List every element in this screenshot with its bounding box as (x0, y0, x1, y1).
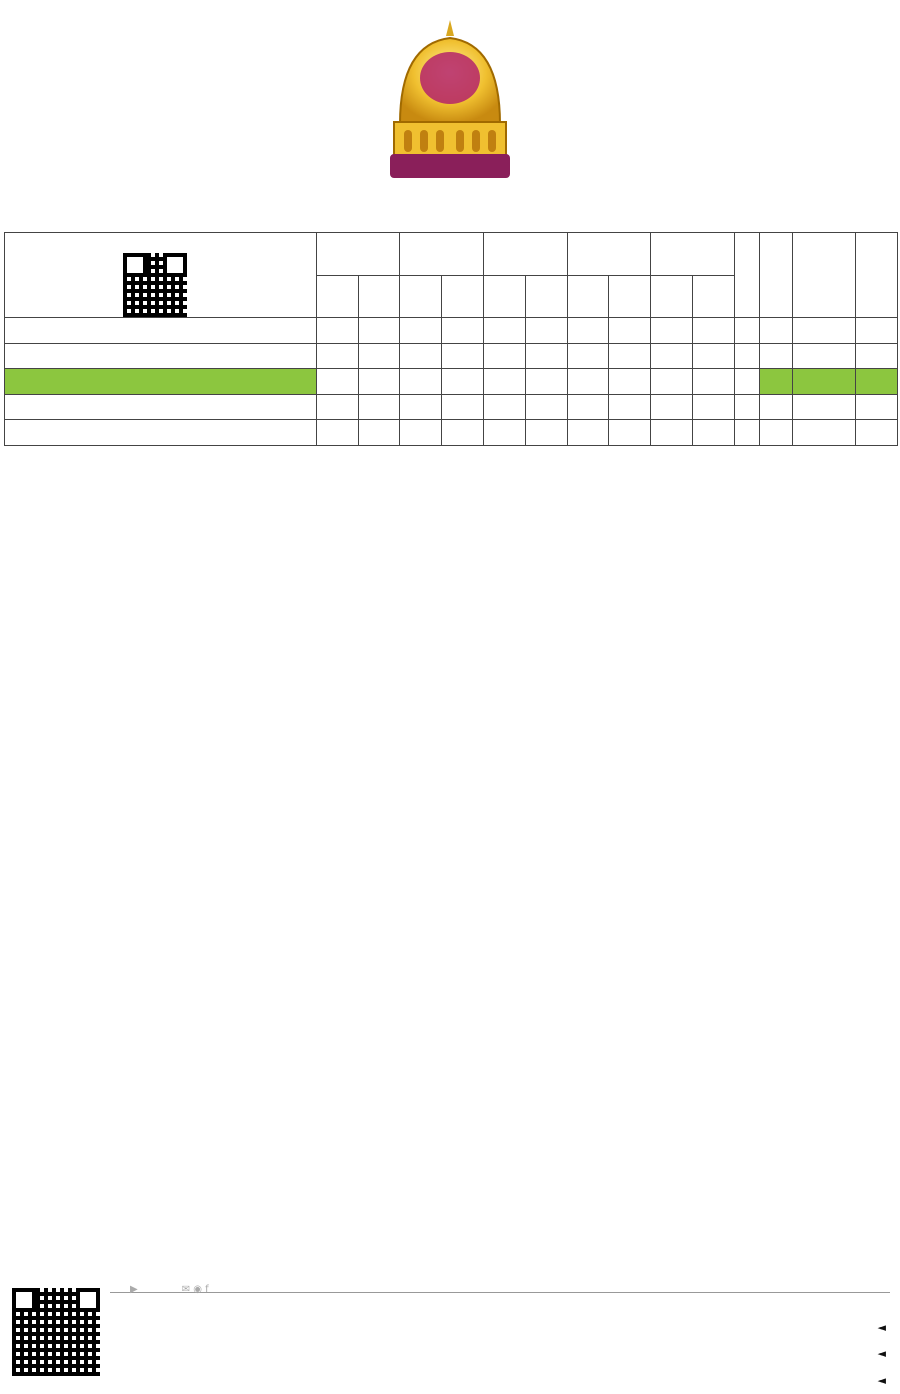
sunrise-hour (567, 420, 609, 446)
event-text (5, 343, 317, 369)
header-marriage (734, 233, 759, 318)
hijri-day (760, 343, 793, 369)
sunrise-minute (609, 369, 651, 395)
dhuhr-hour (484, 394, 526, 420)
header-month (856, 233, 898, 318)
hijri-day (760, 318, 793, 344)
sunrise-hour (567, 369, 609, 395)
sunrise-minute (609, 318, 651, 344)
sunset-minute (442, 343, 484, 369)
header-events (5, 233, 317, 318)
header-fajr (651, 233, 735, 276)
sunrise-minute (609, 343, 651, 369)
header-hour (316, 275, 358, 318)
isha-minute (358, 369, 400, 395)
dhuhr-minute (525, 318, 567, 344)
event-text (5, 369, 317, 395)
isha-minute (358, 420, 400, 446)
youtube-link[interactable] (130, 1282, 142, 1295)
isha-minute (358, 343, 400, 369)
table-row (5, 369, 898, 395)
header-minute (358, 275, 400, 318)
marriage-mark (734, 369, 759, 395)
isha-minute (358, 394, 400, 420)
social-icons: ✉ ◉ f (181, 1284, 209, 1295)
mosque-logo (380, 14, 520, 184)
header-hour (651, 275, 693, 318)
isha-hour (316, 394, 358, 420)
day-number (856, 420, 898, 446)
fajr-hour (651, 343, 693, 369)
hijri-day (760, 420, 793, 446)
sunset-hour (400, 369, 442, 395)
website-qr-code[interactable] (12, 1288, 100, 1376)
dhuhr-minute (525, 420, 567, 446)
footer-notes (0, 1272, 900, 1394)
social-links (130, 1282, 213, 1295)
day-number (856, 369, 898, 395)
header-minute (525, 275, 567, 318)
hijri-day (760, 369, 793, 395)
header-dhuhr (484, 233, 568, 276)
header-weekday (793, 233, 856, 318)
header-minute (609, 275, 651, 318)
day-number (856, 343, 898, 369)
sunrise-hour (567, 318, 609, 344)
dhuhr-hour (484, 369, 526, 395)
dhuhr-minute (525, 394, 567, 420)
header-sunset (400, 233, 484, 276)
weekday (793, 343, 856, 369)
weekday (793, 420, 856, 446)
sunrise-hour (567, 343, 609, 369)
dhuhr-minute (525, 343, 567, 369)
event-text (5, 318, 317, 344)
isha-hour (316, 343, 358, 369)
table-row (5, 420, 898, 446)
prayer-calendar-table (4, 232, 898, 446)
weekday (793, 394, 856, 420)
isha-minute (358, 318, 400, 344)
marriage-mark (734, 420, 759, 446)
isha-hour (316, 369, 358, 395)
hijri-day (760, 394, 793, 420)
dhuhr-hour (484, 343, 526, 369)
bullet-arrow-icon: ◄ (877, 1374, 886, 1387)
isha-hour (316, 420, 358, 446)
sunset-hour (400, 420, 442, 446)
sunrise-hour (567, 394, 609, 420)
donation-qr-code[interactable] (123, 253, 187, 317)
day-number (856, 394, 898, 420)
weekday (793, 318, 856, 344)
footer-divider (110, 1292, 890, 1293)
fajr-minute (693, 394, 735, 420)
header-minute (442, 275, 484, 318)
header-hour (484, 275, 526, 318)
sunset-minute (442, 394, 484, 420)
header-minute (693, 275, 735, 318)
note-2 (872, 1346, 886, 1361)
fajr-hour (651, 420, 693, 446)
marriage-mark (734, 318, 759, 344)
dhuhr-hour (484, 420, 526, 446)
sunset-hour (400, 318, 442, 344)
header-hijri (760, 233, 793, 318)
event-text (5, 394, 317, 420)
sunset-minute (442, 369, 484, 395)
header-isha (316, 233, 400, 276)
weekday (793, 369, 856, 395)
dhuhr-hour (484, 318, 526, 344)
fajr-hour (651, 394, 693, 420)
youtube-icon: ▶ (130, 1284, 138, 1295)
table-row (5, 394, 898, 420)
day-number (856, 318, 898, 344)
event-text (5, 420, 317, 446)
page-title (20, 186, 880, 220)
table-row (5, 343, 898, 369)
note-3 (872, 1372, 886, 1389)
sunset-minute (442, 318, 484, 344)
sunset-hour (400, 394, 442, 420)
header-sunrise (567, 233, 651, 276)
bullet-arrow-icon: ◄ (877, 1321, 886, 1334)
sunset-minute (442, 420, 484, 446)
sunset-hour (400, 343, 442, 369)
bullet-arrow-icon: ◄ (877, 1347, 886, 1360)
isha-hour (316, 318, 358, 344)
marriage-mark (734, 343, 759, 369)
sunrise-minute (609, 420, 651, 446)
header-hour (567, 275, 609, 318)
fajr-hour (651, 369, 693, 395)
fajr-minute (693, 369, 735, 395)
fajr-minute (693, 318, 735, 344)
sunrise-minute (609, 394, 651, 420)
fajr-hour (651, 318, 693, 344)
social-handle-link[interactable] (182, 1282, 213, 1295)
fajr-minute (693, 343, 735, 369)
dhuhr-minute (525, 369, 567, 395)
table-row (5, 318, 898, 344)
marriage-mark (734, 394, 759, 420)
note-1 (872, 1320, 886, 1335)
header-hour (400, 275, 442, 318)
fajr-minute (693, 420, 735, 446)
